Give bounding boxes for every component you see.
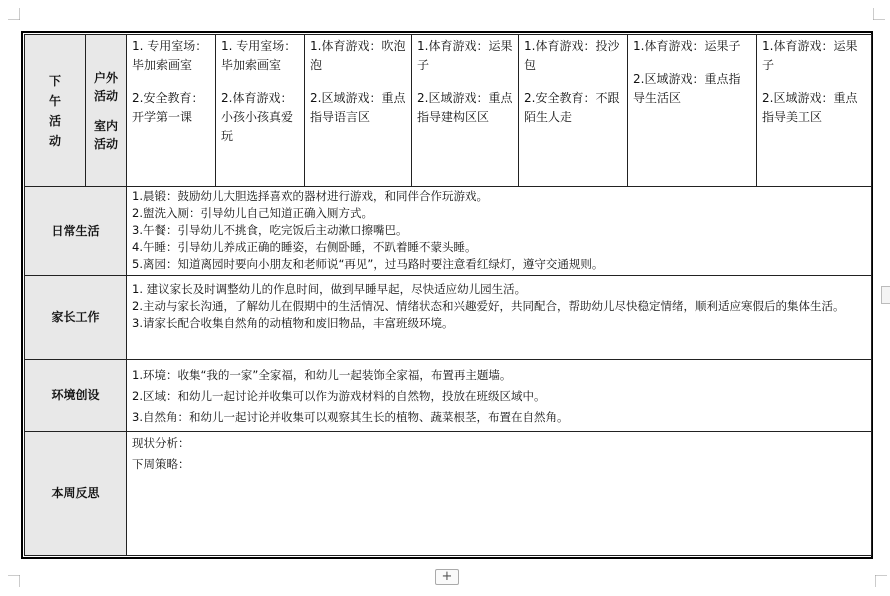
add-row-button[interactable]: +: [435, 569, 459, 585]
outdoor-activity: 1. 专用室场：毕加索画室: [132, 39, 208, 72]
environment-content[interactable]: [127, 360, 872, 432]
afternoon-activities-row: [25, 35, 872, 187]
indoor-activity: 2.区域游戏：重点指导建构区区: [417, 91, 513, 124]
day-cell-4[interactable]: [412, 35, 519, 187]
daily-life-content[interactable]: [127, 187, 872, 276]
outdoor-activity: 1.体育游戏：运果子: [633, 39, 741, 53]
list-item: 1.晨锻：鼓励幼儿大胆选择喜欢的器材进行游戏，和同伴合作玩游戏。: [132, 189, 488, 203]
list-item: 1. 建议家长及时调整幼儿的作息时间，做到早睡早起，尽快适应幼儿园生活。: [132, 282, 527, 296]
reflection-label: 本周反思: [25, 432, 127, 556]
day-cell-6[interactable]: [628, 35, 757, 187]
indoor-activity: 2.区域游戏：重点指导生活区: [633, 72, 741, 105]
outdoor-activity: 1.体育游戏：吹泡泡: [310, 39, 406, 72]
indoor-activity-label: 室内活动: [93, 118, 118, 151]
list-item: 2.盥洗入厕：引导幼儿自己知道正确入厕方式。: [132, 206, 373, 220]
outdoor-activity: 1. 专用室场：毕加索画室: [221, 39, 297, 72]
indoor-activity: 2.安全教育：开学第一课: [132, 91, 204, 124]
day-cell-2[interactable]: [216, 35, 305, 187]
day-cell-1[interactable]: [127, 35, 216, 187]
outdoor-activity: 1.体育游戏：投沙包: [524, 39, 620, 72]
parent-work-row: [25, 276, 872, 360]
indoor-activity: 2.体育游戏：小孩小孩真爱玩: [221, 91, 294, 143]
outdoor-activity: 1.体育游戏：运果子: [417, 39, 513, 72]
day-cell-5[interactable]: [519, 35, 628, 187]
list-item: 1.环境：收集“我的一家”全家福，和幼儿一起装饰全家福，布置再主题墙。: [132, 368, 512, 382]
parent-work-content[interactable]: [127, 276, 872, 360]
list-item: 2.区域：和幼儿一起讨论并收集可以作为游戏材料的自然物，投放在班级区域中。: [132, 389, 546, 403]
page-corner-mark-bottom-left: [8, 575, 20, 587]
environment-label: 环境创设: [25, 360, 127, 432]
day-cell-7[interactable]: [757, 35, 872, 187]
list-item: 2.主动与家长沟通，了解幼儿在假期中的生活情况、情绪状态和兴趣爱好，共同配合，帮助幼儿尽快稳定情绪，顺利适应寒假后的集体生活。: [132, 299, 845, 313]
scroll-marker[interactable]: [881, 286, 890, 304]
list-item: 3.午餐：引导幼儿不挑食，吃完饭后主动漱口擦嘴巴。: [132, 223, 408, 237]
page-corner-mark-top-left: [8, 8, 20, 20]
daily-life-row: [25, 187, 872, 276]
reflection-content[interactable]: [127, 432, 872, 556]
page-corner-mark-bottom-right: [875, 575, 887, 587]
list-item: 3.请家长配合收集自然角的动植物和废旧物品，丰富班级环境。: [132, 316, 454, 330]
outdoor-activity: 1.体育游戏：运果子: [762, 39, 858, 72]
page-corner-mark-top-right: [873, 8, 885, 20]
parent-work-label: 家长工作: [25, 276, 127, 360]
outdoor-activity-label: 户外活动: [93, 70, 118, 103]
list-item: 5.离园：知道离园时要向小朋友和老师说“再见”，过马路时要注意看红绿灯，遵守交通规则。: [132, 257, 604, 271]
strategy-label: 下周策略：: [132, 457, 190, 471]
activity-type-labels: [86, 35, 127, 187]
daily-life-label: 日常生活: [25, 187, 127, 276]
afternoon-activities-label: 下午活动: [25, 35, 86, 187]
list-item: 3.自然角：和幼儿一起讨论并收集可以观察其生长的植物、蔬菜根茎，布置在自然角。: [132, 410, 569, 424]
analysis-label: 现状分析：: [132, 436, 190, 450]
list-item: 4.午睡：引导幼儿养成正确的睡姿，右侧卧睡，不趴着睡不蒙头睡。: [132, 240, 477, 254]
environment-row: [25, 360, 872, 432]
indoor-activity: 2.区域游戏：重点指导语言区: [310, 91, 406, 124]
weekly-plan-table: [24, 34, 872, 556]
day-cell-3[interactable]: [305, 35, 412, 187]
reflection-row: [25, 432, 872, 556]
indoor-activity: 2.区域游戏：重点指导美工区: [762, 91, 858, 124]
indoor-activity: 2.安全教育：不跟陌生人走: [524, 91, 620, 124]
